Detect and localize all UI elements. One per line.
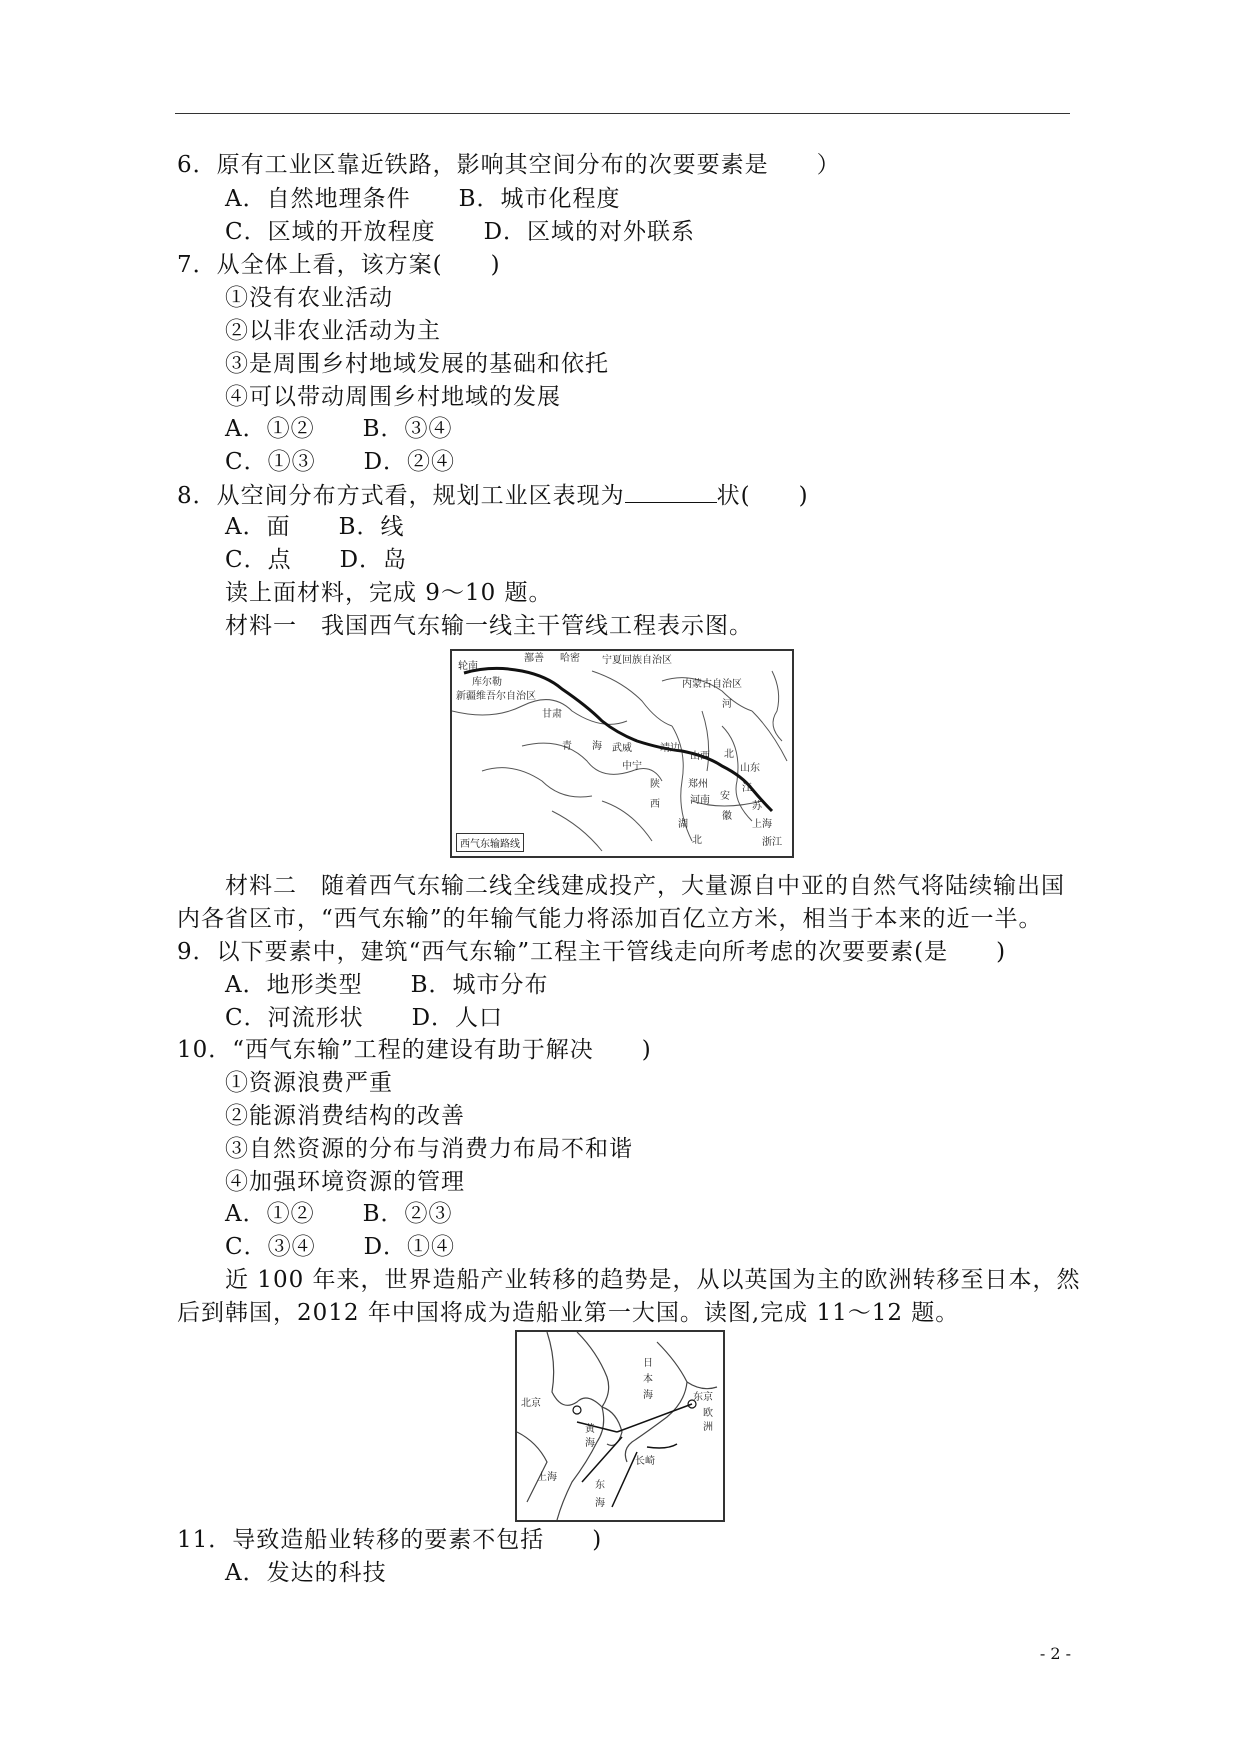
map-label: 苏: [752, 801, 762, 812]
q10-stem: 10．“西气东输”工程的建设有助于解决 ): [177, 1037, 652, 1063]
material-one: 材料一 我国西气东输一线主干管线工程表示图。: [225, 613, 753, 639]
map-label: 江: [742, 783, 752, 794]
q7-statement-3: ③是周围乡村地域发展的基础和依托: [225, 351, 609, 377]
map-label: 新疆维吾尔自治区: [456, 691, 536, 702]
material-two-line2: 内各省区市，“西气东输”的年输气能力将添加百亿立方米，相当于本来的近一半。: [177, 906, 1043, 932]
shipbuilding-map-lines: [517, 1332, 723, 1520]
map-label: 西: [650, 799, 660, 810]
map-label: 中宁: [622, 761, 642, 772]
map-label: 郑州: [688, 779, 708, 790]
map-label: 黄: [585, 1424, 595, 1435]
q7-stem: 7．从全体上看，该方案( ): [177, 252, 501, 278]
map-label: 徽: [722, 811, 732, 822]
map-label: 海: [585, 1438, 595, 1449]
map-label: 宁夏回族自治区: [602, 655, 672, 666]
map-label: 海: [643, 1390, 653, 1401]
q8-stem-post: 状( ): [716, 483, 809, 509]
map-label: 陕: [650, 779, 660, 790]
map-label: 北: [724, 749, 734, 760]
map-label: 甘肃: [542, 709, 562, 720]
map-label: 上海: [752, 819, 772, 830]
map-label: 安: [720, 791, 730, 802]
map-label: 长崎: [635, 1456, 655, 1467]
map-label: 山东: [740, 763, 760, 774]
map-label: 北: [692, 835, 702, 846]
map-label: 东: [595, 1480, 605, 1491]
map-label: 东京: [693, 1392, 713, 1403]
q7-statement-2: ②以非农业活动为主: [225, 318, 441, 344]
map-label: 北京: [521, 1398, 541, 1409]
q10-statement-2: ②能源消费结构的改善: [225, 1103, 465, 1129]
q8-options-cd: C．点 D．岛: [225, 547, 408, 573]
map-label: 浙江: [762, 837, 782, 848]
q10-statement-4: ④加强环境资源的管理: [225, 1169, 465, 1195]
map-label: 靖边: [660, 743, 680, 754]
answer-blank: [625, 480, 717, 503]
map-label: 山西: [690, 751, 710, 762]
q9-options-ab: A．地形类型 B．城市分布: [225, 972, 549, 998]
map-label: 本: [643, 1374, 653, 1385]
q6-stem: 6．原有工业区靠近铁路，影响其空间分布的次要要素是 ）: [177, 152, 841, 178]
q8-stem-pre: 8．从空间分布方式看，规划工业区表现为: [177, 483, 625, 509]
map-label: 哈密: [560, 653, 580, 664]
q11-option-a: A．发达的科技: [225, 1560, 387, 1586]
q9-stem: 9．以下要素中，建筑“西气东输”工程主干管线走向所考虑的次要要素(是 ): [177, 939, 1007, 965]
page-number: - 2 -: [1039, 1644, 1071, 1663]
q6-options-cd: C．区域的开放程度 D．区域的对外联系: [225, 219, 696, 245]
map-label: 洲: [703, 1422, 713, 1433]
map-label: 上海: [537, 1472, 557, 1483]
material-two-line1: 材料二 随着西气东输二线全线建成投产，大量源自中亚的自然气将陆续输出国: [225, 873, 1065, 899]
shipbuilding-map: [515, 1330, 725, 1522]
map-label: 青: [562, 741, 572, 752]
map-label: 内蒙古自治区: [682, 679, 742, 690]
q9-options-cd: C．河流形状 D．人口: [225, 1005, 504, 1031]
shipbuilding-para-line2: 后到韩国，2012 年中国将成为造船业第一大国。读图,完成 11～12 题。: [177, 1300, 960, 1326]
q6-options-ab: A．自然地理条件 B．城市化程度: [225, 186, 621, 212]
map-label: 轮南: [458, 661, 478, 672]
q7-statement-1: ①没有农业活动: [225, 285, 393, 311]
header-rule: [175, 113, 1070, 114]
map-label: 库尔勒: [472, 677, 502, 688]
q7-statement-4: ④可以带动周围乡村地域的发展: [225, 384, 561, 410]
map-legend: 西气东输路线: [456, 833, 524, 852]
map-label: 武威: [612, 743, 632, 754]
map-label: 海: [595, 1498, 605, 1509]
shipbuilding-para-line1: 近 100 年来，世界造船产业转移的趋势是，从以英国为主的欧洲转移至日本，然: [225, 1267, 1081, 1293]
q10-statement-3: ③自然资源的分布与消费力布局不和谐: [225, 1136, 633, 1162]
map-label: 鄯善: [524, 653, 544, 664]
q8-stem: [177, 480, 809, 511]
q10-statement-1: ①资源浪费严重: [225, 1070, 393, 1096]
map-label: 河南: [690, 795, 710, 806]
q8-options-ab: A．面 B．线: [225, 514, 405, 540]
map-label: 日: [643, 1358, 653, 1369]
read-instruction: 读上面材料，完成 9～10 题。: [225, 580, 553, 606]
q10-options-cd: C．③④ D．①④: [225, 1234, 456, 1260]
q7-options-cd: C．①③ D．②④: [225, 449, 456, 475]
q7-options-ab: A．①② B．③④: [225, 416, 453, 442]
map-label: 河: [722, 699, 732, 710]
map-label: 欧: [703, 1408, 713, 1419]
q11-stem: 11．导致造船业转移的要素不包括 ): [177, 1527, 603, 1553]
pipeline-map: [450, 649, 794, 858]
map-label: 海: [592, 741, 602, 752]
q10-options-ab: A．①② B．②③: [225, 1201, 453, 1227]
map-label: 湖: [678, 819, 688, 830]
